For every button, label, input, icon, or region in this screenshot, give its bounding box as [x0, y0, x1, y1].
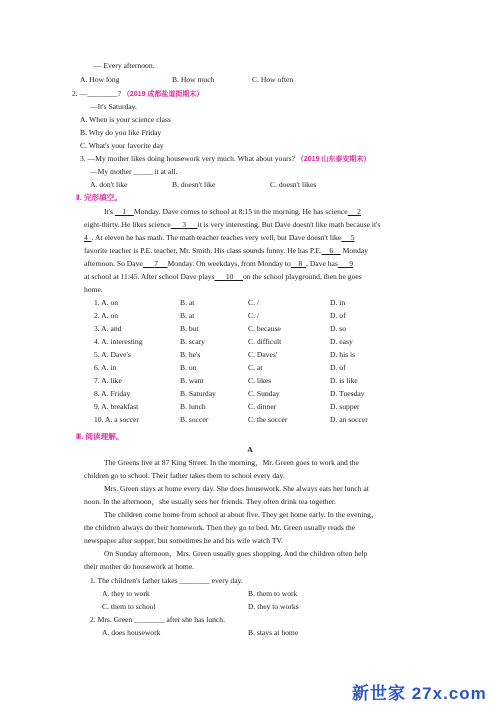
passage-line: On Sunday afternoon，Mrs. Green usually goes shopping. And the children often help — [104, 549, 368, 558]
cloze-option: C. Sunday — [248, 389, 280, 398]
cloze-option: D. supper — [330, 402, 360, 411]
passage-line: noon. In the afternoon，she usually sees her friends. They often drink tea together. — [84, 497, 336, 506]
q2-blank: ________ — [87, 89, 118, 98]
q2-option-a: A. When is your science class — [80, 115, 171, 124]
cloze-option: C. the soccer — [248, 415, 288, 424]
q3-source: （2019 山东泰安期末） — [296, 156, 371, 163]
cloze-option: D. his is — [330, 350, 356, 359]
cloze-option: D. an soccer — [330, 415, 368, 424]
q3-option-b: B. doesn't like — [172, 180, 216, 189]
q3-option-a: A. don't like — [90, 180, 128, 189]
q1-option-a: A. How long — [80, 75, 120, 84]
watermark-logo: 新世家 27x.com — [352, 684, 487, 703]
q2-stem: 2. —________? （2019 成都盐道街期末） — [72, 89, 204, 98]
cloze-option: D. of — [330, 311, 346, 320]
passage-line: children go to school. Their father takes them to school every day. — [84, 471, 285, 480]
passage-line: The Greens live at 87 King Street. In the morning，Mr. Green goes to work and the — [104, 458, 359, 467]
rq1-option-c: C. them to school — [102, 602, 156, 611]
cloze-option: D. of — [330, 363, 346, 372]
cloze-option: 2. A. on — [94, 311, 119, 320]
cloze-option: 8. A. Friday — [94, 389, 131, 398]
answer-line: — Every afternoon. — [94, 61, 155, 70]
section-2-title: Ⅱ. 完形填空。 — [76, 193, 122, 202]
rq1-option-d: D. they to works — [248, 602, 299, 611]
q3-reply: —My mother _____ it at all. — [90, 167, 178, 176]
q3-stem: 3. —My mother likes doing housework very much. What about yours? （2019 山东泰安期末） — [80, 154, 371, 163]
cloze-option: C. likes — [248, 376, 272, 385]
cloze-option: C. difficult — [248, 337, 282, 346]
cloze-option: B. want — [180, 376, 204, 385]
cloze-option: B. lunch — [180, 402, 206, 411]
cloze-option: 3. A. and — [94, 324, 122, 333]
cloze-line-2: eight-thirty. He likes science 3 it is very interesting. But Dave doesn't like math because it's — [84, 220, 381, 229]
section-3-title: Ⅲ. 阅读理解。 — [76, 432, 124, 441]
cloze-line-1: It's 1 Monday. Dave comes to school at 8:15 in the morning. He has science 2 — [104, 207, 361, 216]
cloze-line-6: at school at 11:45. After school Dave plays 10 on the school playground, then he goes — [84, 272, 362, 281]
cloze-option: 7. A. like — [94, 376, 122, 385]
cloze-line-7: home. — [84, 285, 103, 294]
rq1-option-b: B. them to work — [248, 589, 298, 598]
cloze-option: B. he's — [180, 350, 201, 359]
cloze-option: D. is like — [330, 376, 358, 385]
cloze-option: D. in — [330, 298, 346, 307]
cloze-option: 5. A. Dave's — [94, 350, 131, 359]
cloze-line-5: afternoon. So Dave 7 Monday. On weekdays, from Monday to 8 , Dave has 9 — [84, 259, 354, 268]
rq2-stem: 2. Mrs. Green ________ after she has lunch. — [90, 615, 225, 624]
cloze-option: C. Daves' — [248, 350, 278, 359]
cloze-option: B. at — [180, 311, 195, 320]
q2-option-b: B. Why do you like Friday — [80, 128, 162, 137]
cloze-option: B. but — [180, 324, 199, 333]
cloze-option: D. Tuesday — [330, 389, 365, 398]
passage-line: newspaper after supper, but sometimes he and his wife watch TV. — [84, 536, 283, 545]
passage-line: their mother do housework at home. — [84, 562, 195, 571]
rq1-option-a: A. they to work — [102, 589, 150, 598]
cloze-option: C. at — [248, 363, 263, 372]
q2-source: （2019 成都盐道街期末） — [122, 91, 204, 98]
cloze-option: B. soccer — [180, 415, 209, 424]
q2-option-c: C. What's your favorite day — [80, 141, 164, 150]
cloze-line-4: favorite teacher is P.E. teacher, Mr. Smith. His class sounds funny. He has P.E. 6 Monday — [84, 246, 368, 255]
cloze-option: 1. A. on — [94, 298, 119, 307]
cloze-option: 10. A. a soccer — [94, 415, 139, 424]
q1-option-b: B. How much — [172, 75, 215, 84]
cloze-option: B. on — [180, 363, 197, 372]
rq1-stem: 1. The children's father takes ________ every day. — [90, 576, 243, 585]
cloze-option: 6. A. in — [94, 363, 117, 372]
cloze-option: C. because — [248, 324, 281, 333]
cloze-option: C. / — [248, 298, 259, 307]
passage-line: the children always do their homework. Then they go to bed. Mr. Green usually reads the — [84, 523, 356, 532]
passage-line: Mrs. Green stays at home every day. She does housework. She always eats her lunch at — [104, 484, 369, 493]
q2-reply: —It's Saturday. — [90, 102, 137, 111]
cloze-option: D. so — [330, 324, 347, 333]
cloze-option: B. at — [180, 298, 195, 307]
rq2-option-a: A. does housework — [102, 628, 161, 637]
cloze-option: 4. A. interesting — [94, 337, 143, 346]
cloze-option: 9. A. breakfast — [94, 402, 139, 411]
cloze-option: C. dinner — [248, 402, 277, 411]
passage-heading: A — [247, 445, 253, 454]
cloze-option: B. scary — [180, 337, 205, 346]
cloze-option: D. easy — [330, 337, 353, 346]
q3-option-c: C. doesn't likes — [270, 180, 317, 189]
cloze-option: B. Saturday — [180, 389, 216, 398]
q1-option-c: C. How often — [252, 75, 294, 84]
cloze-line-3: 4 . At eleven he has math. The math teacher teaches very well, but Dave doesn't like 5 — [84, 233, 355, 242]
cloze-option: C. / — [248, 311, 259, 320]
passage-line: The children come home from school at about five. They get home early. In the evening， — [104, 510, 379, 519]
rq2-option-b: B. stays at home — [248, 628, 299, 637]
